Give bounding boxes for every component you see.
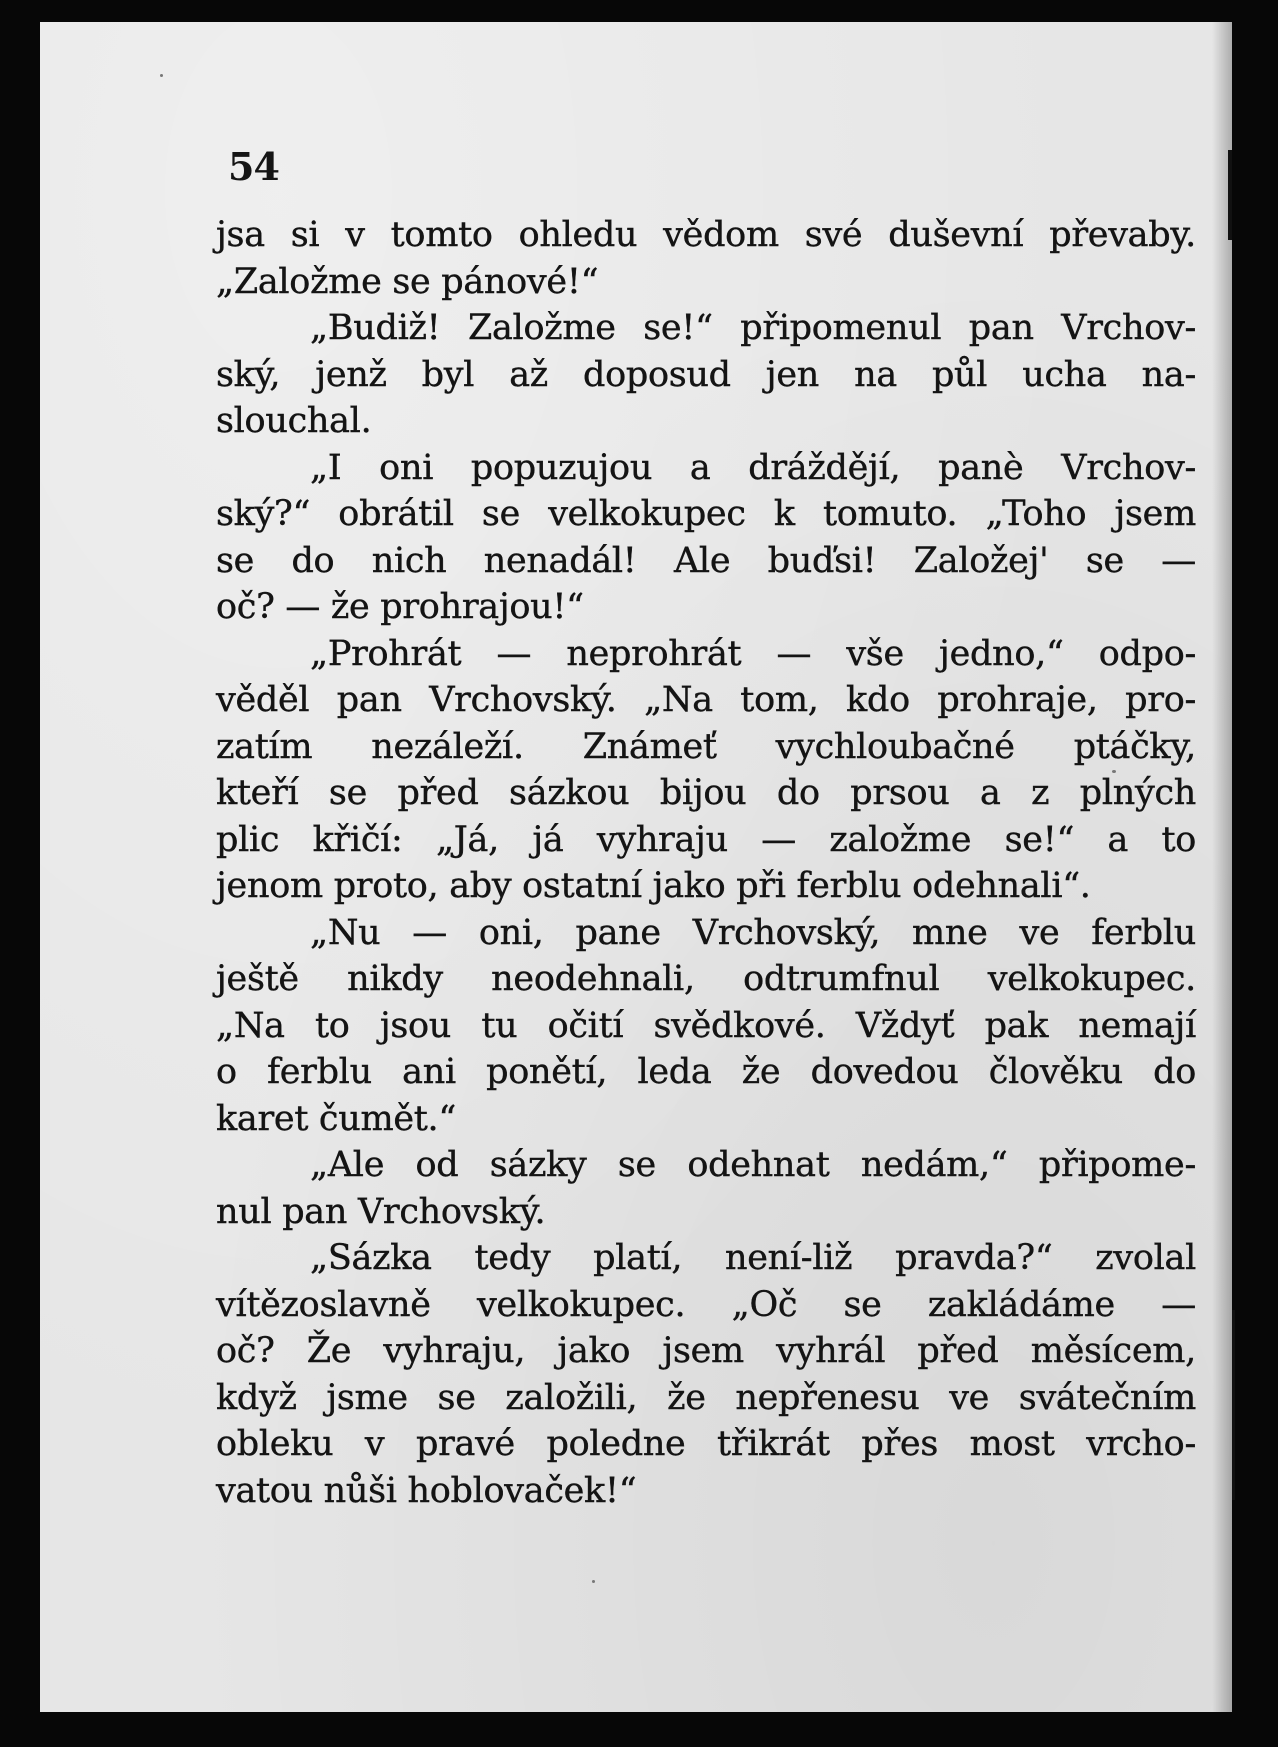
text-line: věděl pan Vrchovský. „Na tom, kdo prohraje, pro-	[216, 680, 1196, 720]
text-line: obleku v pravé poledne třikrát přes most vrcho-	[216, 1424, 1196, 1464]
text-line: karet čumět.“	[216, 1098, 456, 1139]
text-line: se do nich nenadál! Ale buďsi! Založej' se —	[216, 540, 1196, 581]
text-line: „Prohrát — neprohrát — vše jedno,“ odpo-	[310, 633, 1196, 674]
text-line: „Na to jsou tu očití svědkové. Vždyť pak nemají	[216, 1005, 1196, 1046]
paper-speck	[1112, 770, 1116, 773]
text-line: „Sázka tedy platí, není-liž pravda?“ zvolal	[310, 1238, 1196, 1278]
text-line: nul pan Vrchovský.	[216, 1191, 546, 1232]
text-line: zatím nezáleží. Známeť vychloubačné ptáčky,	[216, 726, 1196, 767]
text-line: vítězoslavně velkokupec. „Oč se zakládáme —	[216, 1284, 1196, 1325]
text-line: ský?“ obrátil se velkokupec k tomuto. „Toho jsem	[216, 494, 1196, 534]
text-line: jenom proto, aby ostatní jako při ferblu odehnali“.	[216, 866, 1091, 906]
text-line: jsa si v tomto ohledu vědom své duševní převaby.	[216, 215, 1196, 255]
binding-edge-mark	[1232, 1310, 1235, 1500]
book-page	[40, 22, 1232, 1712]
paper-speck	[592, 1580, 595, 1583]
text-line: „Nu — oni, pane Vrchovský, mne ve ferblu	[310, 912, 1196, 953]
page-number: 54	[228, 144, 279, 189]
text-line: když jsme se založili, že nepřenesu ve svátečním	[216, 1377, 1196, 1418]
text-line: „Budiž! Založme se!“ připomenul pan Vrchov-	[310, 308, 1196, 348]
text-line: vatou nůši hoblovaček!“	[216, 1470, 637, 1511]
text-line: ský, jenž byl až doposud jen na půl ucha na-	[216, 354, 1196, 395]
text-line: kteří se před sázkou bijou do prsou a z plných	[216, 773, 1196, 813]
text-line: plic křičí: „Já, já vyhraju — založme se!“ a to	[216, 819, 1196, 860]
text-line: ještě nikdy neodehnali, odtrumfnul velkokupec.	[216, 959, 1196, 999]
text-line: oč? Že vyhraju, jako jsem vyhrál před měsícem,	[216, 1331, 1196, 1371]
text-line: oč? — že prohrajou!“	[216, 587, 584, 627]
page-edge-shadow	[1212, 22, 1232, 1712]
text-line: „Ale od sázky se odehnat nedám,“ připome-	[310, 1145, 1196, 1185]
text-line: „Založme se pánové!“	[216, 261, 599, 302]
text-line: o ferblu ani ponětí, leda že dovedou člověku do	[216, 1052, 1196, 1092]
text-line: slouchal.	[216, 401, 372, 441]
paper-speck	[160, 74, 163, 77]
binding-edge-mark	[1228, 150, 1232, 240]
text-line: „I oni popuzujou a dráždějí, panè Vrchov-	[310, 447, 1196, 488]
page-text	[216, 212, 1196, 1514]
